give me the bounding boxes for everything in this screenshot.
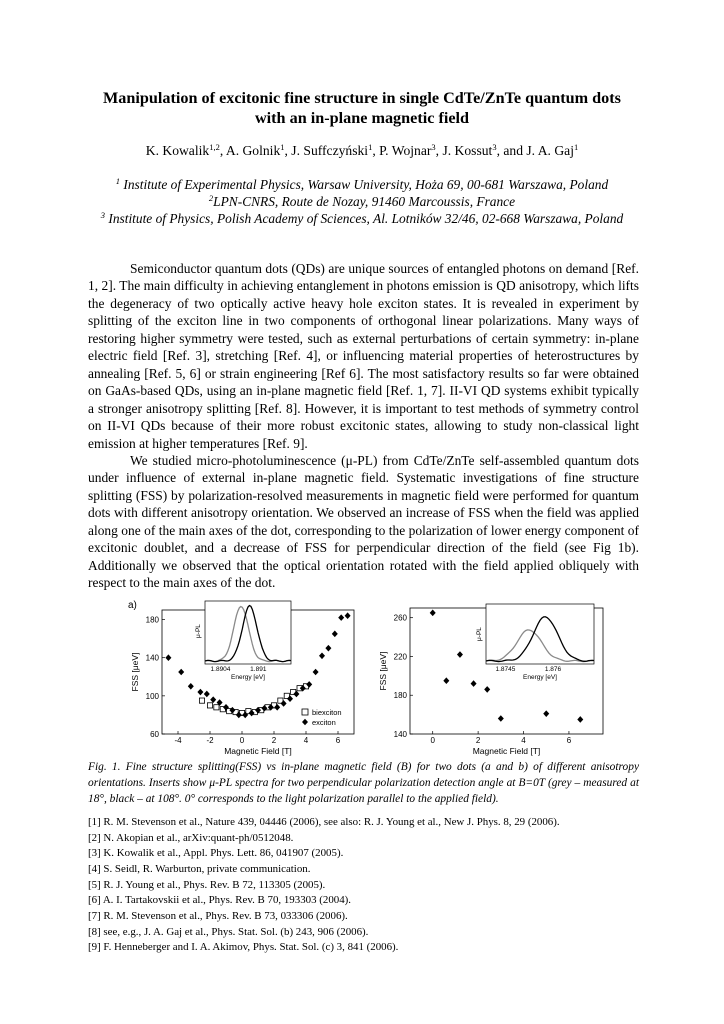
data-point-exciton xyxy=(577,716,583,723)
y-tick-label: 220 xyxy=(393,652,407,662)
y-tick-label: 260 xyxy=(393,613,407,623)
inset-x-label: Energy [eV] xyxy=(523,674,557,681)
data-point-exciton xyxy=(178,669,184,676)
x-axis-label: Magnetic Field [T] xyxy=(224,746,292,756)
x-tick-label: 2 xyxy=(271,736,277,745)
author-name: J. Kossut xyxy=(442,143,493,158)
panel-a-label: a) xyxy=(128,600,137,611)
y-tick-label: 180 xyxy=(145,615,159,625)
data-point-exciton xyxy=(197,689,203,696)
data-point-exciton xyxy=(345,612,351,619)
legend-label-biexciton: biexciton xyxy=(312,708,342,717)
y-tick-label: 140 xyxy=(393,730,407,739)
inset-x-tick-label: 1.8904 xyxy=(210,666,231,673)
x-tick-label: 6 xyxy=(566,736,572,745)
reference-item: [5] R. J. Young et al., Phys. Rev. B 72, 113305 (2005). xyxy=(88,878,326,891)
author-separator: , xyxy=(284,143,292,158)
y-tick-label: 140 xyxy=(145,653,159,663)
paragraph-2: We studied micro-photoluminescence (μ-PL) from CdTe/ZnTe self-assembled quantum dots under influence of external in-plane magnetic field. Systematic investigations of fine structure splitting (FSS) by polarization-resolved measurements in magnetic field were performed for quantum dots with different anisotropy orientation. We observed an increase of FSS when the field was applied along one of the main axes of the dot, corresponding to the polarization of lower energy component of excitonic doublet, and a decrease of FSS for perpendicular direction of the field (see Fig 1b). Additionally we observed that the optical orientation rotated with the field applied obliquely with respect to the main axes of the dot. xyxy=(88,452,639,591)
data-point-biexciton xyxy=(199,698,204,703)
data-point-exciton xyxy=(313,669,319,676)
x-tick-label: 2 xyxy=(475,736,481,745)
author-list xyxy=(60,143,664,159)
y-tick-label: 180 xyxy=(393,691,407,701)
data-point-exciton xyxy=(457,651,463,658)
author-affil-sup: 1 xyxy=(368,142,373,152)
legend-marker-biexciton xyxy=(302,709,308,715)
author-name: J. Suffczyński xyxy=(291,143,369,158)
author-affil-sup: 3 xyxy=(431,142,436,152)
affil-num: 3 xyxy=(100,210,105,220)
x-tick-label: 4 xyxy=(303,736,309,745)
affil-text: LPN-CNRS, Route de Nozay, 91460 Marcoussis, France xyxy=(213,194,516,209)
x-tick-label: 0 xyxy=(430,736,435,745)
legend-marker-exciton xyxy=(302,719,308,726)
data-point-exciton xyxy=(471,680,477,687)
x-tick-label: -2 xyxy=(206,736,214,745)
legend-label-exciton: exciton xyxy=(312,718,336,727)
affiliation-3 xyxy=(72,210,652,227)
inset-x-label: Energy [eV] xyxy=(231,674,265,681)
inset-x-tick-label: 1.876 xyxy=(544,666,562,673)
y-tick-label: 60 xyxy=(150,730,159,739)
y-axis-label: FSS [μeV] xyxy=(130,652,140,692)
paper-title xyxy=(60,88,664,128)
data-point-exciton xyxy=(210,696,216,703)
data-point-exciton xyxy=(338,614,344,621)
data-point-exciton xyxy=(484,686,490,693)
author-separator: , and xyxy=(496,143,527,158)
x-tick-label: 0 xyxy=(239,736,245,745)
data-point-exciton xyxy=(498,715,504,722)
affil-num: 1 xyxy=(115,176,121,186)
x-axis-label: Magnetic Field [T] xyxy=(472,746,541,756)
reference-item: [1] R. M. Stevenson et al., Nature 439, 04446 (2006), see also: R. J. Young et al., New J. Phys. 8, 29 (2006). xyxy=(88,816,560,828)
x-tick-label: 6 xyxy=(335,736,341,745)
title-line-1: Manipulation of excitonic fine structure in single CdTe/ZnTe quantum dots xyxy=(103,89,621,107)
author-name: J. A. Gaj xyxy=(526,143,574,158)
data-point-exciton xyxy=(443,677,449,684)
affiliations xyxy=(72,176,652,227)
inset-y-label: μ-PL xyxy=(476,627,483,641)
author-affil-sup: 3 xyxy=(492,142,497,152)
inset-frame xyxy=(205,601,291,664)
data-point-exciton xyxy=(165,654,171,661)
data-point-exciton xyxy=(188,683,194,690)
title-line-2: with an in-plane magnetic field xyxy=(254,109,470,127)
affiliation-2 xyxy=(72,193,652,210)
data-point-biexciton xyxy=(214,705,219,710)
author-affil-sup: 1 xyxy=(280,142,285,152)
reference-item: [4] S. Seidl, R. Warburton, private communication. xyxy=(88,862,311,875)
data-point-exciton xyxy=(543,710,549,717)
affil-text: Institute of Physics, Polish Academy of Sciences, Al. Lotników 32/46, 02-668 Warszawa, Poland xyxy=(108,211,624,226)
affiliation-1 xyxy=(72,176,652,193)
inset-y-label: μ-PL xyxy=(195,624,202,638)
data-point-exciton xyxy=(430,610,436,617)
data-point-biexciton xyxy=(207,703,212,708)
author-separator: , xyxy=(372,143,380,158)
inset-x-tick-label: 1.8745 xyxy=(495,666,516,673)
inset-frame xyxy=(486,604,594,664)
author-name: P. Wojnar xyxy=(379,143,432,158)
data-point-exciton xyxy=(325,645,331,652)
reference-item: [7] R. M. Stevenson et al., Phys. Rev. B 73, 033306 (2006). xyxy=(88,909,348,922)
author-separator: , xyxy=(219,143,226,158)
body-text xyxy=(88,260,639,592)
inset-x-tick-label: 1.891 xyxy=(250,666,267,673)
reference-item: [3] K. Kowalik et al., Appl. Phys. Lett. 86, 041907 (2005). xyxy=(88,847,344,860)
reference-item: [2] N. Akopian et al., arXiv:quant-ph/0512048. xyxy=(88,831,294,844)
panel-a-chart xyxy=(130,601,354,756)
figure-caption: Fig. 1. Fine structure splitting(FSS) vs in-plane magnetic field (B) for two dots (a and b) of different anisotropy orientations. Inserts show μ-PL spectra for two perpendicular polarization detection angle at B=0T (grey – measured at 18°, black – at 108°. 0° corresponds to the light polarization parallel to the applied field). xyxy=(88,761,639,805)
panel-b-chart xyxy=(378,604,603,756)
reference-item: [8] see, e.g., J. A. Gaj et al., Phys. Stat. Sol. (b) 243, 906 (2006). xyxy=(88,925,369,938)
figure-1 xyxy=(0,598,724,758)
x-tick-label: -4 xyxy=(174,736,182,745)
reference-item: [9] F. Henneberger and I. A. Akimov, Phys. Stat. Sol. (c) 3, 841 (2006). xyxy=(88,941,399,954)
affil-text: Institute of Experimental Physics, Warsaw University, Hoża 69, 00-681 Warszawa, Poland xyxy=(123,177,609,192)
references xyxy=(88,815,648,956)
paragraph-1: Semiconductor quantum dots (QDs) are unique sources of entangled photons on demand [Ref. 1, 2]. The main difficulty in achieving entanglement in photons emission is QD anisotropy, which lifts the degeneracy of two optically active heavy hole exciton states. It is revealed in experiment by splitting of the exciton line in two components of orthogonal linear polarizations. Many ways of restoring higher symmetry were tested, such as external perturbations of certain symmetry: in-plane electric field [Ref. 3], stretching [Ref. 4], or influencing material properties of heterostructures by annealing [Ref. 5, 6] or strain engineering [Ref 6]. The most satisfactory results so far were obtained on GaAs-based QDs, using an in-plane magnetic field [Ref. 1, 7]. II-VI QD systems exhibit typically a stronger anisotropy splitting [Ref. 8]. However, it is important to test methods of symmetry control on II-VI QDs because of their more robust excitonic states, allowing to study non-classical light emission at higher temperatures [Ref. 9]. xyxy=(88,261,639,451)
author-name: A. Golnik xyxy=(225,143,281,158)
y-tick-label: 100 xyxy=(145,691,159,701)
y-axis-label: FSS [μeV] xyxy=(378,651,388,691)
x-tick-label: 4 xyxy=(521,736,526,745)
author-affil-sup: 1,2 xyxy=(209,142,220,152)
author-affil-sup: 1 xyxy=(573,142,579,152)
reference-item: [6] A. I. Tartakovskii et al., Phys. Rev. B 70, 193303 (2004). xyxy=(88,894,352,907)
data-point-exciton xyxy=(204,691,210,698)
author-name: K. Kowalik xyxy=(145,143,210,158)
author-separator: , xyxy=(435,143,443,158)
data-point-exciton xyxy=(319,652,325,659)
data-point-exciton xyxy=(332,631,338,638)
affil-num: 2 xyxy=(208,193,214,203)
